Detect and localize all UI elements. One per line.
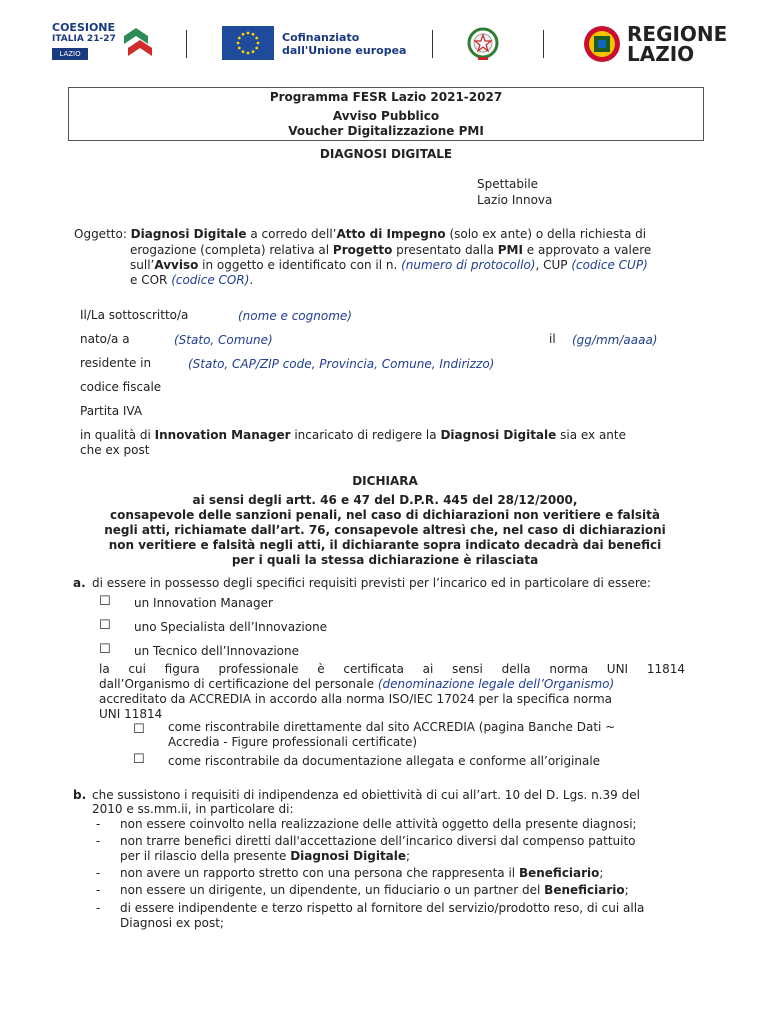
oggetto-text: e COR [130,273,172,287]
role-line1 [80,428,626,443]
regione-lazio-emblem-icon [582,24,622,64]
requirement-text: non avere un rapporto stretto con una persona che rappresenta il [120,866,519,880]
eu-flag-icon [222,26,274,60]
eu-cofinanziato-text [282,31,406,57]
sottoscritto-label: Il/La sottoscritto/a [80,308,189,322]
role-text: in qualità di [80,428,155,442]
requirement-text: ; [624,883,629,897]
certification-line3: accreditato da ACCREDIA in accordo alla norma ISO/IEC 17024 per la specifica norma [99,692,613,706]
recipient-line2: Lazio Innova [477,193,553,207]
vat-number-label: Partita IVA [80,404,143,418]
requirement-text: per il rilascio della presente [120,849,291,863]
fiscal-code-label: codice fiscale [80,380,162,394]
role-line2: che ex post [80,443,150,457]
role-text: sia ex ante [556,428,626,442]
oggetto-text: (solo ex ante) o della richiesta di [445,227,647,241]
requirement-item-1: non essere coinvolto nella realizzazione delle attività oggetto della presente diagnosi; [120,817,637,831]
eu-line1: Cofinanziato [282,31,360,44]
innovation-manager-label: un Innovation Manager [134,596,273,610]
program-title: Programma FESR Lazio 2021-2027 [269,90,503,104]
section-b-intro-line2: 2010 e ss.mm.ii, in particolare di: [92,802,294,816]
coesione-line2: ITALIA 21-27 [52,34,116,44]
dichiara-heading: DICHIARA [352,474,418,488]
innovation-specialist-checkbox[interactable]: ☐ [99,618,111,633]
innovation-specialist-label: uno Specialista dell’Innovazione [134,620,328,634]
oggetto-text: a corredo dell’ [246,227,337,241]
certification-text: dall’Organismo di certificazione del personale [99,677,378,691]
oggetto-text: Diagnosi Digitale [130,227,247,241]
coesione-chevron-icon [122,26,154,60]
requirement-item-2-line2 [120,849,410,864]
accredia-site-checkbox[interactable]: ☐ [133,722,145,737]
role-text: Diagnosi Digitale [440,428,557,442]
oggetto-text: in oggetto e identificato con il n. [198,258,402,272]
certification-line4: UNI 11814 [99,707,163,721]
birthplace-field[interactable]: (Stato, Comune) [174,333,273,347]
role-text: incaricato di redigere la [290,428,441,442]
requirement-text: ; [406,849,411,863]
oggetto-line2 [130,243,651,258]
oggetto-line4 [130,273,253,288]
list-dash: - [96,883,101,897]
section-a-intro: di essere in possesso degli specifici requisiti previsti per l’incarico ed in particolare di essere: [92,576,651,590]
requirement-item-3 [120,866,603,881]
accredia-site-line2: Accredia - Figure professionali certificate) [168,735,418,749]
birthdate-label: il [549,332,556,346]
oggetto-text: , CUP [535,258,572,272]
section-b-marker: b. [73,788,87,802]
list-dash: - [96,901,101,915]
birthplace-label: nato/a a [80,332,130,346]
oggetto-text: Atto di Impegno [336,227,446,241]
requirement-text: Diagnosi Digitale [290,849,407,863]
voucher-title: Voucher Digitalizzazione PMI [288,124,484,138]
document-subtitle: DIAGNOSI DIGITALE [319,147,453,161]
accredia-site-line1: come riscontrabile direttamente dal sito ACCREDIA (pagina Banche Dati ~ [168,720,616,734]
innovation-technician-label: un Tecnico dell’Innovazione [134,644,299,658]
requirement-text: Beneficiario [544,883,625,897]
coesione-italia-logo [52,22,154,64]
requirement-item-2-line1: non trarre benefici diretti dall'accettazione dell’incarico diversi dal compenso pattuito [120,834,636,848]
italian-republic-emblem-icon [466,25,500,63]
oggetto-text: . [249,273,254,287]
innovation-technician-checkbox[interactable]: ☐ [99,642,111,657]
name-surname-field[interactable]: (nome e cognome) [238,309,352,323]
coesione-line1: COESIONE [52,21,116,34]
dichiara-line2: consapevole delle sanzioni penali, nel caso di dichiarazioni non veritiere e falsità [110,508,660,522]
requirement-item-4 [120,883,629,898]
innovation-manager-checkbox[interactable]: ☐ [99,594,111,609]
oggetto-text: e approvato a valere [522,243,652,257]
requirement-item-5-line1: di essere indipendente e terzo rispetto al fornitore del servizio/prodotto reso, di cui alla [120,901,645,915]
oggetto-text: PMI [497,243,523,257]
requirement-text: ; [599,866,604,880]
dichiara-line5: per i quali la stessa dichiarazione è rilasciata [231,553,539,567]
oggetto-text: erogazione (completa) relativa al [130,243,333,257]
region-line2: LAZIO [627,42,695,66]
protocol-number-placeholder[interactable]: (numero di protocollo) [401,258,536,272]
requirement-text: Beneficiario [518,866,600,880]
region-line1: REGIONE [627,22,728,46]
residence-field[interactable]: (Stato, CAP/ZIP code, Provincia, Comune, Indirizzo) [188,357,495,371]
attached-docs-label: come riscontrabile da documentazione allegata e conforme all’originale [168,754,601,768]
list-dash: - [96,834,101,848]
list-dash: - [96,817,101,831]
regione-lazio-text [627,24,727,64]
section-a-marker: a. [73,576,86,590]
oggetto-text: presentato dalla [392,243,498,257]
oggetto-text: sull’ [130,258,155,272]
certifying-body-placeholder[interactable]: (denominazione legale dell’Organismo) [377,677,615,691]
list-dash: - [96,866,101,880]
requirement-item-5-line2: Diagnosi ex post; [120,916,224,930]
role-text: Innovation Manager [154,428,291,442]
birthdate-field[interactable]: (gg/mm/aaaa) [572,333,658,347]
cup-code-placeholder[interactable]: (codice CUP) [571,258,648,272]
eu-line2: dall'Unione europea [282,44,407,57]
cor-code-placeholder[interactable]: (codice COR) [171,273,250,287]
certification-line1: la cui figura professionale è certificata ai sensi della norma UNI 11814 [99,662,685,676]
avviso-title: Avviso Pubblico [332,109,440,123]
dichiara-line1: ai sensi degli artt. 46 e 47 del D.P.R. 445 del 28/12/2000, [192,493,578,507]
section-b-intro-line1: che sussistono i requisiti di indipendenza ed obiettività di cui all’art. 10 del D. Lgs. n.39 del [92,788,640,802]
oggetto-line3 [130,258,648,273]
oggetto-text: Avviso [154,258,199,272]
attached-docs-checkbox[interactable]: ☐ [133,752,145,767]
residence-label: residente in [80,356,152,370]
header-separator [543,30,544,58]
oggetto-label: Oggetto: [74,227,131,241]
coesione-badge: LAZIO [52,48,88,60]
dichiara-line4: non veritiere e falsità negli atti, il dichiarante sopra indicato decadrà dai benefici [108,538,662,552]
dichiara-line3: negli atti, richiamate dall’art. 76, consapevole altresì che, nel caso di dichiarazioni [104,523,666,537]
requirement-text: non essere un dirigente, un dipendente, un fiduciario o un partner del [120,883,545,897]
oggetto-text: Progetto [332,243,393,257]
header-separator [186,30,187,58]
recipient-line1: Spettabile [477,177,539,191]
certification-line2 [99,677,614,692]
header-separator [432,30,433,58]
oggetto-line1 [74,227,646,242]
